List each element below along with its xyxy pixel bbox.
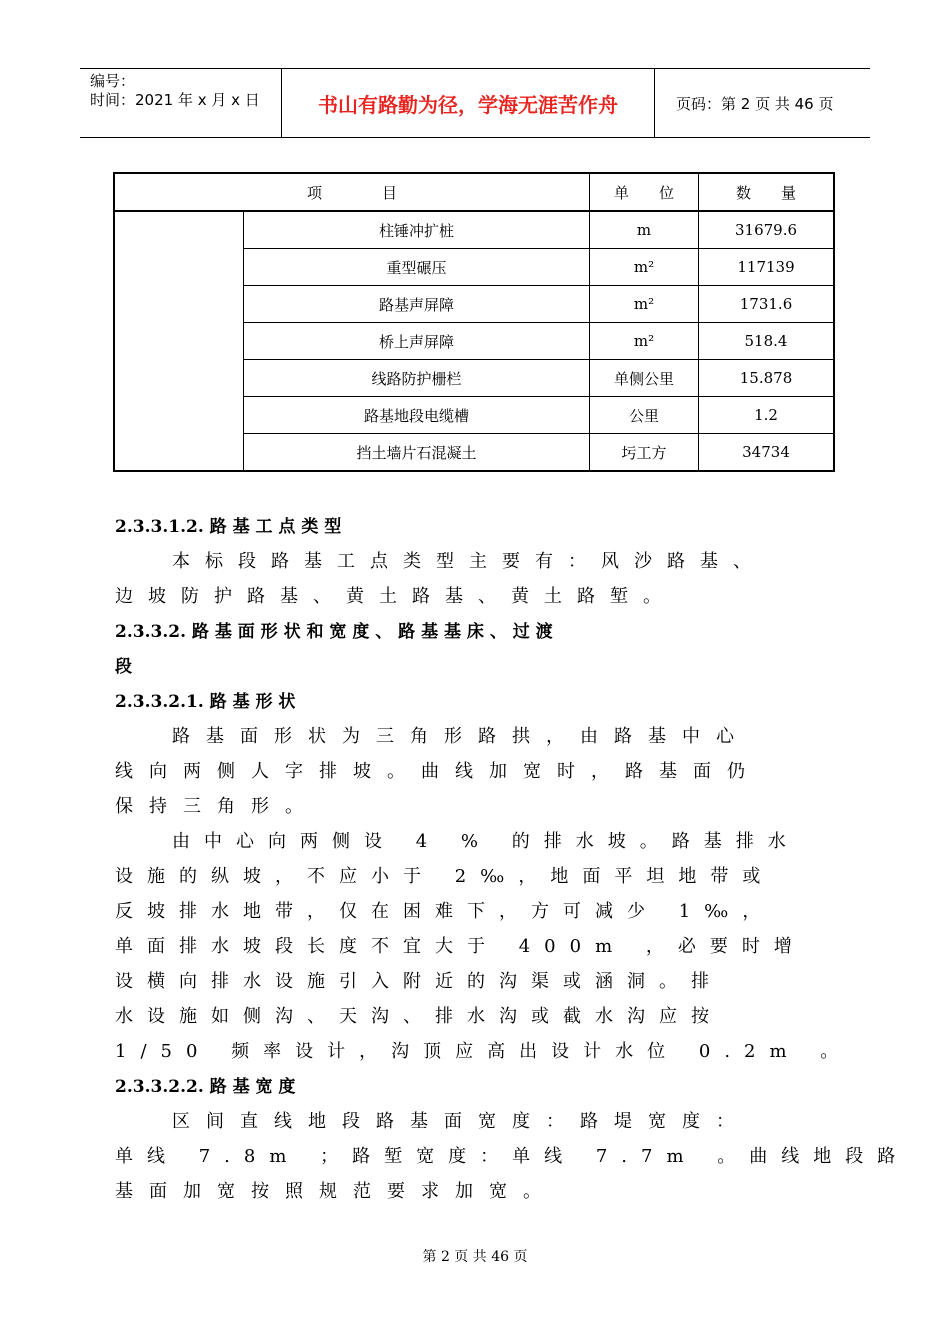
row-qty: 31679.6: [699, 211, 835, 249]
paragraph-line: 边坡防护路基、黄土路基、黄土路堑。: [115, 586, 676, 607]
paragraph-line: 1/50 频率设计，沟顶应高出设计水位 0.2m 。: [115, 1041, 853, 1062]
row-qty: 15.878: [699, 360, 835, 397]
row-item: 线路防护栅栏: [244, 360, 590, 397]
row-unit: m²: [590, 323, 699, 360]
header-qty: 数 量: [699, 173, 835, 211]
quantity-table: [113, 172, 835, 472]
section-heading: 2.3.3.2. 路 基 面 形 状 和 宽 度 、 路 基 基 床 、 过 渡: [115, 622, 553, 642]
header-item: 项 目: [114, 173, 590, 211]
row-item: 桥上声屏障: [244, 323, 590, 360]
row-qty: 1.2: [699, 397, 835, 434]
section-heading: 2.3.3.1.2. 路 基 工 点 类 型: [115, 517, 342, 537]
table-header-row: [114, 173, 834, 211]
row-item: 路基声屏障: [244, 286, 590, 323]
row-qty: 1731.6: [699, 286, 835, 323]
page-footer: 第 2 页 共 46 页: [422, 1249, 528, 1265]
paragraph-line: 单面排水坡段长度不宜大于 400m ，必要时增: [115, 936, 806, 957]
header-page-info: [664, 69, 870, 137]
row-item: 挡土墙片石混凝土: [244, 434, 590, 472]
paragraph-line: 反坡排水地带，仅在困难下，方可减少 1‰，: [115, 901, 775, 922]
page-info-text: 页码：第 2 页 共 46 页: [676, 94, 834, 113]
paragraph-line: 保持三角形。: [115, 796, 319, 817]
paragraph-line: 设横向排水设施引入附近的沟渠或涵洞。排: [115, 971, 723, 992]
page-header: [80, 68, 870, 138]
row-qty: 117139: [699, 249, 835, 286]
paragraph-line: 由中心向两侧设 4 % 的排水坡。路基排水: [172, 831, 800, 852]
row-item: 路基地段电缆槽: [244, 397, 590, 434]
row-unit: 圬工方: [590, 434, 699, 472]
paragraph-line: 区间直线地段路基面宽度：路堤宽度：: [172, 1111, 750, 1132]
table-row: [114, 211, 834, 249]
row-unit: 公里: [590, 397, 699, 434]
paragraph-line: 本标段路基工点类型主要有：风沙路基、: [172, 551, 766, 572]
row-qty: 518.4: [699, 323, 835, 360]
table-category-cell: [114, 211, 244, 471]
header-motto: 书山有路勤为径，学海无涯苦作舟: [281, 69, 655, 137]
section-heading-cont: 段: [115, 657, 132, 677]
row-unit: m²: [590, 286, 699, 323]
row-qty: 34734: [699, 434, 835, 472]
row-item: 重型碾压: [244, 249, 590, 286]
paragraph-line: 水设施如侧沟、天沟、排水沟或截水沟应按: [115, 1006, 723, 1027]
paragraph-line: 线向两侧人字排坡。曲线加宽时，路基面仍: [115, 761, 761, 782]
section-heading: 2.3.3.2.1. 路 基 形 状: [115, 692, 296, 712]
paragraph-line: 单线 7.8m ；路堑宽度：单线 7.7m 。曲线地段路: [115, 1146, 910, 1167]
header-meta: [80, 69, 280, 137]
row-unit: m: [590, 211, 699, 249]
time-label: 时间：2021 年 x 月 x 日: [90, 91, 260, 109]
paragraph-line: 设施的纵坡，不应小于 2‰，地面平坦地带或: [115, 866, 775, 887]
number-label: 编号：: [90, 72, 136, 90]
paragraph-line: 基面加宽按照规范要求加宽。: [115, 1181, 557, 1202]
header-unit: 单 位: [590, 173, 699, 211]
row-item: 柱锤冲扩桩: [244, 211, 590, 249]
paragraph-line: 路基面形状为三角形路拱，由路基中心: [172, 726, 750, 747]
section-heading: 2.3.3.2.2. 路 基 宽 度: [115, 1077, 296, 1097]
row-unit: 单侧公里: [590, 360, 699, 397]
row-unit: m²: [590, 249, 699, 286]
